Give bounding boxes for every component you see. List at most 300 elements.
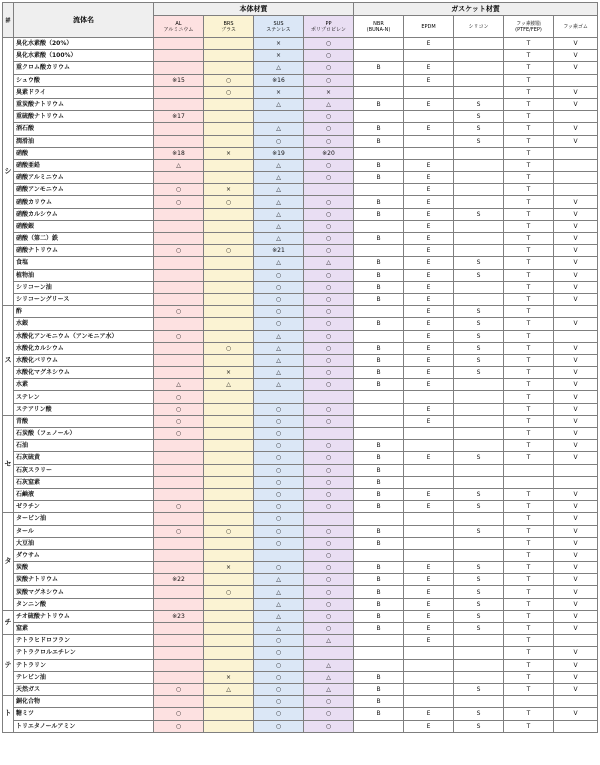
- fluid-name-cell: テトラリン: [14, 659, 154, 671]
- fluid-name-cell: タービン油: [14, 513, 154, 525]
- rating-cell-fkm: V: [554, 354, 598, 366]
- rating-cell-ptfe: T: [504, 391, 554, 403]
- rating-cell-sus: ※19: [254, 147, 304, 159]
- rating-cell-sus: ○: [254, 428, 304, 440]
- table-row: [3, 159, 598, 171]
- rating-cell-silicone: [454, 172, 504, 184]
- rating-cell-fkm: [554, 184, 598, 196]
- rating-cell-brs: [204, 208, 254, 220]
- column-header-brs: [204, 16, 254, 38]
- rating-cell-sus: △: [254, 62, 304, 74]
- rating-cell-nbr: B: [354, 318, 404, 330]
- rating-cell-nbr: [354, 513, 404, 525]
- rating-cell-al: [154, 635, 204, 647]
- fluid-name-cell: タンニン酸: [14, 598, 154, 610]
- rating-cell-brs: △: [204, 379, 254, 391]
- rating-cell-sus: △: [254, 610, 304, 622]
- rating-cell-ptfe: T: [504, 159, 554, 171]
- rating-cell-fkm: V: [554, 501, 598, 513]
- rating-cell-silicone: S: [454, 562, 504, 574]
- rating-cell-sus: △: [254, 623, 304, 635]
- fluid-name-cell: 酒石酸: [14, 123, 154, 135]
- rating-cell-pp: ○: [304, 293, 354, 305]
- rating-cell-fkm: V: [554, 342, 598, 354]
- rating-cell-fkm: V: [554, 50, 598, 62]
- rating-cell-brs: [204, 354, 254, 366]
- fluid-name-header: 流体名: [14, 3, 154, 38]
- rating-cell-sus: △: [254, 184, 304, 196]
- fluid-name-cell: 臭化水素酸（100%）: [14, 50, 154, 62]
- rating-cell-silicone: [454, 428, 504, 440]
- rating-cell-epdm: E: [404, 708, 454, 720]
- rating-cell-pp: ○: [304, 269, 354, 281]
- rating-cell-epdm: [404, 537, 454, 549]
- rating-cell-ptfe: T: [504, 623, 554, 635]
- rating-cell-al: ※17: [154, 111, 204, 123]
- fluid-name-cell: ステアリン酸: [14, 403, 154, 415]
- rating-cell-silicone: S: [454, 367, 504, 379]
- rating-cell-al: ※23: [154, 610, 204, 622]
- kana-group-label: ス: [3, 306, 14, 416]
- column-code: PP: [325, 20, 332, 27]
- rating-cell-brs: ×: [204, 147, 254, 159]
- rating-cell-sus: ○: [254, 537, 304, 549]
- rating-cell-nbr: [354, 50, 404, 62]
- fluid-name-cell: トリエタノールアミン: [14, 720, 154, 732]
- rating-cell-sus: ○: [254, 135, 304, 147]
- rating-cell-silicone: [454, 62, 504, 74]
- rating-cell-epdm: E: [404, 98, 454, 110]
- fluid-name-cell: タール: [14, 525, 154, 537]
- rating-cell-pp: ○: [304, 574, 354, 586]
- rating-cell-fkm: [554, 147, 598, 159]
- rating-cell-silicone: [454, 147, 504, 159]
- kana-group-label: シ: [3, 38, 14, 306]
- rating-cell-pp: ○: [304, 306, 354, 318]
- rating-cell-epdm: [404, 513, 454, 525]
- rating-cell-brs: [204, 38, 254, 50]
- rating-cell-ptfe: [504, 696, 554, 708]
- rating-cell-fkm: V: [554, 488, 598, 500]
- table-row: [3, 464, 598, 476]
- rating-cell-sus: ○: [254, 562, 304, 574]
- rating-cell-al: [154, 476, 204, 488]
- rating-cell-epdm: E: [404, 488, 454, 500]
- rating-cell-fkm: V: [554, 549, 598, 561]
- rating-cell-al: △: [154, 159, 204, 171]
- rating-cell-al: [154, 367, 204, 379]
- rating-cell-ptfe: T: [504, 537, 554, 549]
- rating-cell-silicone: S: [454, 623, 504, 635]
- rating-cell-pp: [304, 184, 354, 196]
- rating-cell-silicone: [454, 220, 504, 232]
- rating-cell-brs: [204, 659, 254, 671]
- rating-cell-sus: △: [254, 586, 304, 598]
- rating-cell-pp: ○: [304, 525, 354, 537]
- rating-cell-nbr: [354, 549, 404, 561]
- fluid-name-cell: シリコーングリース: [14, 293, 154, 305]
- rating-cell-brs: [204, 452, 254, 464]
- table-row: [3, 708, 598, 720]
- rating-cell-ptfe: T: [504, 172, 554, 184]
- rating-cell-nbr: [354, 245, 404, 257]
- table-row: [3, 367, 598, 379]
- rating-cell-silicone: [454, 233, 504, 245]
- rating-cell-epdm: E: [404, 367, 454, 379]
- fluid-name-cell: 重硫酸ナトリウム: [14, 111, 154, 123]
- rating-cell-pp: ○: [304, 452, 354, 464]
- rating-cell-ptfe: T: [504, 647, 554, 659]
- rating-cell-nbr: [354, 415, 404, 427]
- rating-cell-sus: △: [254, 598, 304, 610]
- rating-cell-ptfe: T: [504, 86, 554, 98]
- rating-cell-nbr: B: [354, 476, 404, 488]
- rating-cell-silicone: [454, 635, 504, 647]
- rating-cell-al: ○: [154, 245, 204, 257]
- rating-cell-brs: [204, 537, 254, 549]
- rating-cell-silicone: [454, 74, 504, 86]
- rating-cell-fkm: V: [554, 598, 598, 610]
- rating-cell-epdm: E: [404, 354, 454, 366]
- rating-cell-sus: △: [254, 330, 304, 342]
- rating-cell-ptfe: T: [504, 98, 554, 110]
- rating-cell-nbr: [354, 647, 404, 659]
- rating-cell-fkm: V: [554, 38, 598, 50]
- rating-cell-fkm: V: [554, 62, 598, 74]
- table-row: [3, 111, 598, 123]
- rating-cell-nbr: B: [354, 452, 404, 464]
- rating-cell-nbr: B: [354, 696, 404, 708]
- fluid-name-cell: 硝酸銀: [14, 220, 154, 232]
- fluid-name-cell: ダウサム: [14, 549, 154, 561]
- rating-cell-brs: [204, 720, 254, 732]
- rating-cell-brs: △: [204, 683, 254, 695]
- rating-cell-al: [154, 659, 204, 671]
- rating-cell-brs: [204, 574, 254, 586]
- rating-cell-al: ○: [154, 196, 204, 208]
- rating-cell-ptfe: T: [504, 574, 554, 586]
- table-row: [3, 598, 598, 610]
- table-row: [3, 50, 598, 62]
- rating-cell-al: [154, 354, 204, 366]
- rating-cell-silicone: S: [454, 720, 504, 732]
- rating-cell-nbr: B: [354, 123, 404, 135]
- rating-cell-brs: [204, 647, 254, 659]
- rating-cell-brs: ×: [204, 367, 254, 379]
- table-row: [3, 354, 598, 366]
- rating-cell-ptfe: T: [504, 111, 554, 123]
- rating-cell-sus: ○: [254, 476, 304, 488]
- table-row: [3, 245, 598, 257]
- table-row: [3, 269, 598, 281]
- rating-cell-pp: ○: [304, 537, 354, 549]
- rating-cell-epdm: [404, 440, 454, 452]
- fluid-name-cell: 硝酸亜鉛: [14, 159, 154, 171]
- rating-cell-epdm: E: [404, 159, 454, 171]
- rating-cell-al: [154, 647, 204, 659]
- rating-cell-brs: [204, 269, 254, 281]
- rating-cell-pp: ○: [304, 38, 354, 50]
- rating-cell-al: [154, 671, 204, 683]
- rating-cell-epdm: E: [404, 501, 454, 513]
- rating-cell-brs: [204, 610, 254, 622]
- rating-cell-al: ※15: [154, 74, 204, 86]
- rating-cell-al: [154, 598, 204, 610]
- rating-cell-pp: ○: [304, 196, 354, 208]
- fluid-name-cell: 酢: [14, 306, 154, 318]
- rating-cell-silicone: S: [454, 257, 504, 269]
- table-row: [3, 659, 598, 671]
- rating-cell-sus: △: [254, 354, 304, 366]
- table-row: [3, 403, 598, 415]
- rating-cell-sus: ○: [254, 464, 304, 476]
- rating-cell-silicone: S: [454, 330, 504, 342]
- rating-cell-al: [154, 135, 204, 147]
- rating-cell-fkm: V: [554, 98, 598, 110]
- rating-cell-al: [154, 342, 204, 354]
- fluid-name-cell: テトラヒドロフラン: [14, 635, 154, 647]
- rating-cell-silicone: S: [454, 269, 504, 281]
- rating-cell-ptfe: T: [504, 257, 554, 269]
- rating-cell-fkm: V: [554, 403, 598, 415]
- rating-cell-al: [154, 233, 204, 245]
- rating-cell-fkm: [554, 330, 598, 342]
- rating-cell-nbr: [354, 391, 404, 403]
- rating-cell-fkm: V: [554, 391, 598, 403]
- table-row: [3, 391, 598, 403]
- rating-cell-ptfe: T: [504, 233, 554, 245]
- rating-cell-silicone: S: [454, 586, 504, 598]
- rating-cell-pp: ○: [304, 488, 354, 500]
- rating-cell-al: [154, 464, 204, 476]
- table-row: [3, 671, 598, 683]
- rating-cell-nbr: [354, 330, 404, 342]
- table-row: [3, 342, 598, 354]
- rating-cell-sus: ○: [254, 683, 304, 695]
- rating-cell-silicone: [454, 440, 504, 452]
- rating-cell-epdm: E: [404, 598, 454, 610]
- rating-cell-pp: ○: [304, 501, 354, 513]
- rating-cell-fkm: V: [554, 269, 598, 281]
- rating-cell-silicone: S: [454, 111, 504, 123]
- table-row: [3, 318, 598, 330]
- rating-cell-fkm: V: [554, 562, 598, 574]
- rating-cell-ptfe: T: [504, 62, 554, 74]
- rating-cell-ptfe: T: [504, 196, 554, 208]
- rating-cell-epdm: [404, 671, 454, 683]
- rating-cell-epdm: [404, 135, 454, 147]
- rating-cell-silicone: S: [454, 574, 504, 586]
- rating-cell-pp: ○: [304, 208, 354, 220]
- rating-cell-silicone: S: [454, 208, 504, 220]
- rating-cell-brs: ×: [204, 562, 254, 574]
- rating-cell-sus: ○: [254, 720, 304, 732]
- rating-cell-fkm: V: [554, 513, 598, 525]
- rating-cell-silicone: [454, 293, 504, 305]
- rating-cell-fkm: V: [554, 647, 598, 659]
- rating-cell-pp: ○: [304, 111, 354, 123]
- rating-cell-brs: [204, 98, 254, 110]
- rating-cell-epdm: [404, 111, 454, 123]
- rating-cell-nbr: B: [354, 233, 404, 245]
- rating-cell-fkm: [554, 635, 598, 647]
- rating-cell-sus: △: [254, 233, 304, 245]
- fluid-name-cell: 水酸化バリウム: [14, 354, 154, 366]
- column-header-fkm: [554, 16, 598, 38]
- rating-cell-fkm: V: [554, 220, 598, 232]
- rating-cell-ptfe: T: [504, 683, 554, 695]
- rating-cell-ptfe: T: [504, 50, 554, 62]
- rating-cell-brs: [204, 257, 254, 269]
- rating-cell-ptfe: T: [504, 367, 554, 379]
- rating-cell-silicone: [454, 476, 504, 488]
- rating-cell-ptfe: T: [504, 549, 554, 561]
- rating-cell-silicone: S: [454, 98, 504, 110]
- rating-cell-fkm: V: [554, 623, 598, 635]
- fluid-name-cell: ステレン: [14, 391, 154, 403]
- rating-cell-brs: ×: [204, 184, 254, 196]
- rating-cell-pp: ○: [304, 74, 354, 86]
- rating-cell-brs: [204, 391, 254, 403]
- rating-cell-al: [154, 586, 204, 598]
- rating-cell-silicone: S: [454, 452, 504, 464]
- rating-cell-nbr: B: [354, 488, 404, 500]
- rating-cell-brs: [204, 428, 254, 440]
- rating-cell-al: [154, 562, 204, 574]
- rating-cell-pp: ○: [304, 135, 354, 147]
- column-header-silicone: [454, 16, 504, 38]
- table-row: [3, 196, 598, 208]
- rating-cell-nbr: B: [354, 159, 404, 171]
- fluid-name-cell: 硝酸（第二）鉄: [14, 233, 154, 245]
- rating-cell-brs: [204, 318, 254, 330]
- rating-cell-brs: [204, 220, 254, 232]
- rating-cell-silicone: S: [454, 501, 504, 513]
- rating-cell-brs: ○: [204, 586, 254, 598]
- fluid-name-cell: 石灰窒素: [14, 476, 154, 488]
- rating-cell-silicone: S: [454, 342, 504, 354]
- rating-cell-brs: [204, 62, 254, 74]
- rating-cell-pp: △: [304, 98, 354, 110]
- rating-cell-sus: △: [254, 172, 304, 184]
- table-row: [3, 306, 598, 318]
- rating-cell-fkm: V: [554, 683, 598, 695]
- rating-cell-nbr: B: [354, 683, 404, 695]
- rating-cell-epdm: E: [404, 610, 454, 622]
- rating-cell-al: [154, 623, 204, 635]
- rating-cell-ptfe: T: [504, 330, 554, 342]
- rating-cell-epdm: [404, 647, 454, 659]
- rating-cell-sus: △: [254, 367, 304, 379]
- rating-cell-epdm: E: [404, 379, 454, 391]
- column-code: フッ素樹脂: [516, 20, 541, 27]
- rating-cell-ptfe: T: [504, 123, 554, 135]
- rating-cell-pp: ○: [304, 720, 354, 732]
- table-row: [3, 62, 598, 74]
- fluid-name-cell: テトラクロルエチレン: [14, 647, 154, 659]
- table-row: [3, 635, 598, 647]
- rating-cell-epdm: E: [404, 208, 454, 220]
- rating-cell-sus: △: [254, 574, 304, 586]
- rating-cell-sus: △: [254, 208, 304, 220]
- rating-cell-ptfe: T: [504, 135, 554, 147]
- fluid-name-cell: 硝酸カリウム: [14, 196, 154, 208]
- table-row: [3, 696, 598, 708]
- rating-cell-epdm: E: [404, 269, 454, 281]
- rating-cell-ptfe: T: [504, 208, 554, 220]
- rating-cell-epdm: E: [404, 342, 454, 354]
- rating-cell-pp: [304, 647, 354, 659]
- rating-cell-sus: ○: [254, 318, 304, 330]
- rating-cell-ptfe: T: [504, 220, 554, 232]
- rating-cell-epdm: E: [404, 562, 454, 574]
- rating-cell-al: △: [154, 379, 204, 391]
- rating-cell-pp: ○: [304, 623, 354, 635]
- fluid-name-cell: 水酸化カルシウム: [14, 342, 154, 354]
- column-code: シリコン: [468, 23, 489, 30]
- rating-cell-epdm: E: [404, 281, 454, 293]
- rating-cell-sus: △: [254, 123, 304, 135]
- rating-cell-fkm: V: [554, 245, 598, 257]
- rating-cell-ptfe: T: [504, 38, 554, 50]
- rating-cell-epdm: E: [404, 318, 454, 330]
- rating-cell-silicone: [454, 513, 504, 525]
- rating-cell-al: [154, 318, 204, 330]
- rating-cell-al: [154, 269, 204, 281]
- rating-cell-ptfe: T: [504, 74, 554, 86]
- rating-cell-ptfe: T: [504, 440, 554, 452]
- rating-cell-nbr: B: [354, 342, 404, 354]
- rating-cell-pp: ○: [304, 330, 354, 342]
- rating-cell-pp: ○: [304, 379, 354, 391]
- rating-cell-al: [154, 220, 204, 232]
- rating-cell-brs: [204, 306, 254, 318]
- rating-cell-pp: ○: [304, 610, 354, 622]
- rating-cell-sus: [254, 391, 304, 403]
- rating-cell-brs: [204, 172, 254, 184]
- table-row: [3, 562, 598, 574]
- rating-cell-al: ※22: [154, 574, 204, 586]
- fluid-name-cell: シリコーン油: [14, 281, 154, 293]
- fluid-name-cell: 水素: [14, 379, 154, 391]
- rating-cell-ptfe: T: [504, 659, 554, 671]
- rating-cell-pp: ○: [304, 50, 354, 62]
- kana-group-label: ト: [3, 696, 14, 733]
- rating-cell-al: [154, 172, 204, 184]
- rating-cell-al: [154, 293, 204, 305]
- rating-cell-silicone: [454, 464, 504, 476]
- rating-cell-silicone: [454, 537, 504, 549]
- rating-cell-fkm: V: [554, 537, 598, 549]
- rating-cell-nbr: B: [354, 257, 404, 269]
- rating-cell-epdm: [404, 50, 454, 62]
- rating-cell-brs: [204, 696, 254, 708]
- rating-cell-sus: ○: [254, 293, 304, 305]
- rating-cell-al: ○: [154, 184, 204, 196]
- rating-cell-epdm: [404, 391, 454, 403]
- kana-group-label: テ: [3, 635, 14, 696]
- rating-cell-sus: [254, 549, 304, 561]
- rating-cell-fkm: [554, 172, 598, 184]
- column-subtitle: ステンレス: [266, 26, 291, 33]
- fluid-name-cell: 石油: [14, 440, 154, 452]
- rating-cell-epdm: E: [404, 257, 454, 269]
- rating-cell-fkm: V: [554, 659, 598, 671]
- rating-cell-silicone: [454, 38, 504, 50]
- rating-cell-ptfe: T: [504, 354, 554, 366]
- rating-cell-sus: ※16: [254, 74, 304, 86]
- rating-cell-nbr: [354, 659, 404, 671]
